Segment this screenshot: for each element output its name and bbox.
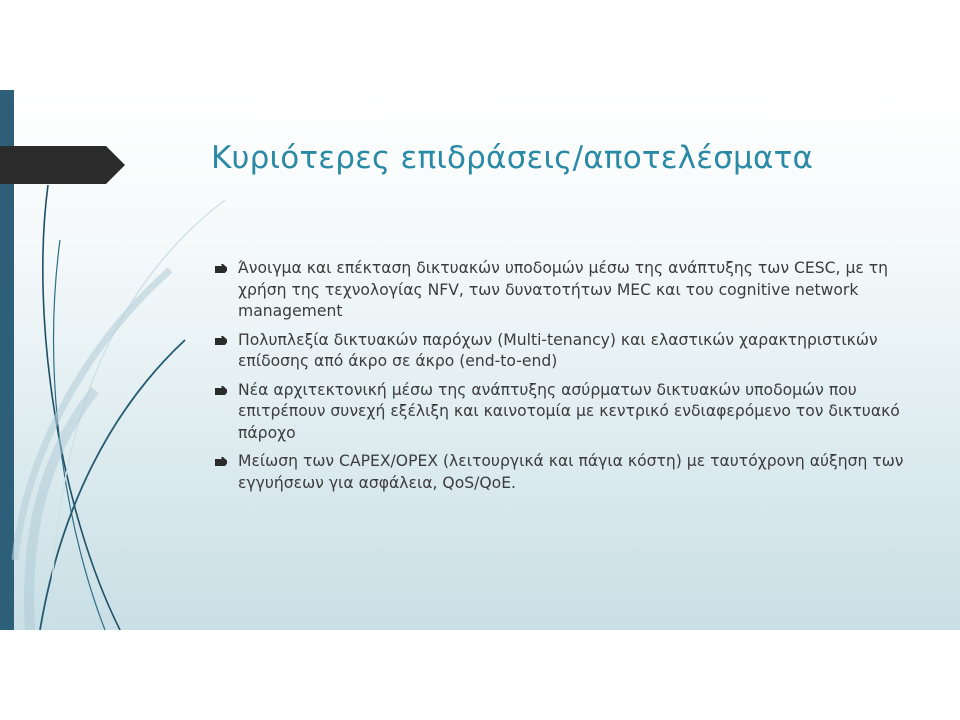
title-tab-arrow [0,146,125,184]
bullet-item [214,258,904,323]
bullet-item [214,330,904,373]
bullet-list [214,258,904,501]
slide [0,90,960,630]
hand-pointing-right-icon [214,335,228,346]
bullet-text: Άνοιγμα και επέκταση δικτυακών υποδομών μέσω της ανάπτυξης των CESC, με τη χρήση της τεχνολογίας NFV, των δυνατοτήτων MEC και του cognitive network management [238,259,889,320]
bullet-text: Πολυπλεξία δικτυακών παρόχων (Multi-tenancy) και ελαστικών χαρακτηριστικών επίδοσης από άκρο σε άκρο (end-to-end) [238,330,878,370]
bullet-item [214,451,904,494]
slide-title: Κυριότερες επιδράσεις/αποτελέσματα [211,140,814,176]
hand-pointing-right-icon [214,385,228,396]
bullet-item [214,380,904,445]
hand-pointing-right-icon [214,263,228,274]
bullet-text: Μείωση των CAPEX/OPEX (λειτουργικά και πάγια κόστη) με ταυτόχρονη αύξηση των εγγυήσεων για ασφάλεια, QoS/QoE. [238,452,904,492]
bullet-text: Νέα αρχιτεκτονική μέσω της ανάπτυξης ασύρματων δικτυακών υποδομών που επιτρέπουν συνεχή εξέλιξη και καινοτομία με κεντρικό ενδιαφερόμενο τον δικτυακό πάροχο [238,380,900,442]
hand-pointing-right-icon [214,456,228,467]
